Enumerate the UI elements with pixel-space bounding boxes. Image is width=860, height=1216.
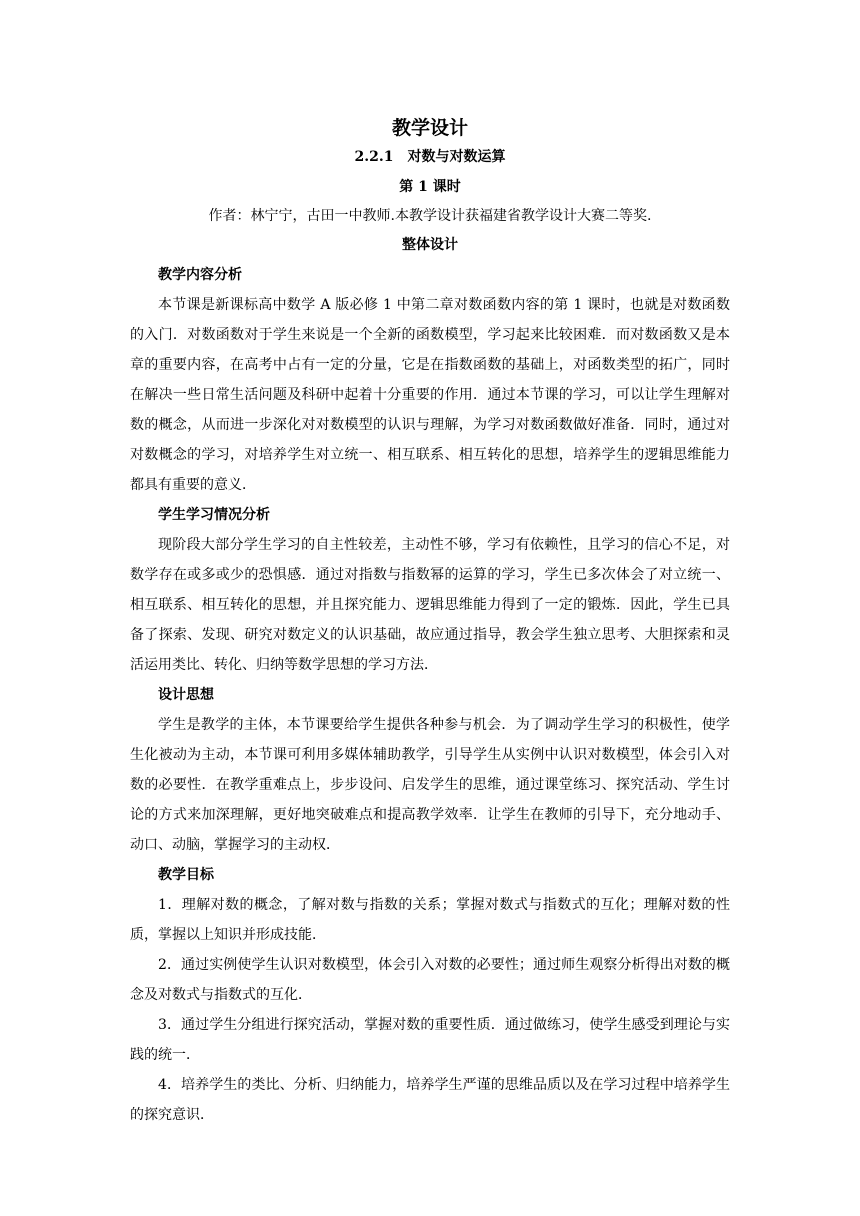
section-heading-content-analysis: 教学内容分析 bbox=[158, 267, 242, 283]
section-paragraph-design-idea: 学生是教学的主体，本节课要给学生提供各种参与机会．为了调动学生学习的积极性，使学生化被动为主动，本节课可利用多媒体辅助教学，引导学生从实例中认识对数模型，体会引入对数的必要性．在教学重难点上，步步设问、启发学生的思维，通过课堂练习、探究活动、学生讨论的方式来加深理解，更好地突破难点和提高教学效率．让学生在教师的引导下，充分地动手、动口、动脑，掌握学习的主动权． bbox=[130, 717, 730, 853]
period-label: 第 1 课时 bbox=[399, 179, 461, 195]
section-heading-student-analysis: 学生学习情况分析 bbox=[158, 507, 270, 523]
author-line: 作者：林宁宁，古田一中教师.本教学设计获福建省教学设计大赛二等奖. bbox=[208, 208, 652, 224]
lesson-title: 2.2.1 对数与对数运算 bbox=[354, 149, 506, 165]
section-heading-design-idea: 设计思想 bbox=[158, 687, 214, 703]
goal-item: 2．通过实例使学生认识对数模型，体会引入对数的必要性；通过师生观察分析得出对数的概念及对数式与指数式的互化． bbox=[130, 957, 730, 1003]
document-page bbox=[130, 114, 730, 1130]
goal-item: 3．通过学生分组进行探究活动，掌握对数的重要性质．通过做练习，使学生感受到理论与实践的统一． bbox=[130, 1017, 730, 1063]
overall-design-heading: 整体设计 bbox=[402, 237, 458, 253]
section-paragraph-content-analysis: 本节课是新课标高中数学 A 版必修 1 中第二章对数函数内容的第 1 课时，也就是对数函数的入门．对数函数对于学生来说是一个全新的函数模型，学习起来比较困难．而对数函数又是本章的重要内容，在高考中占有一定的分量，它是在指数函数的基础上，对函数类型的拓广，同时在解决一些日常生活问题及科研中起着十分重要的作用．通过本节课的学习，可以让学生理解对数的概念，从而进一步深化对对数模型的认识与理解，为学习对数函数做好准备．同时，通过对对数概念的学习，对培养学生对立统一、相互联系、相互转化的思想，培养学生的逻辑思维能力都具有重要的意义． bbox=[130, 297, 730, 493]
section-heading-teaching-goals: 教学目标 bbox=[158, 867, 214, 883]
teaching-goals-list bbox=[130, 890, 730, 1130]
goal-item: 4．培养学生的类比、分析、归纳能力，培养学生严谨的思维品质以及在学习过程中培养学生的探究意识． bbox=[130, 1077, 730, 1123]
goal-item: 1．理解对数的概念，了解对数与指数的关系；掌握对数式与指数式的互化；理解对数的性质，掌握以上知识并形成技能． bbox=[130, 897, 730, 943]
document-title: 教学设计 bbox=[391, 117, 468, 139]
section-paragraph-student-analysis: 现阶段大部分学生学习的自主性较差，主动性不够，学习有依赖性，且学习的信心不足，对数学存在或多或少的恐惧感．通过对指数与指数幂的运算的学习，学生已多次体会了对立统一、相互联系、相互转化的思想，并且探究能力、逻辑思维能力得到了一定的锻炼．因此，学生已具备了探索、发现、研究对数定义的认识基础，故应通过指导，教会学生独立思考、大胆探索和灵活运用类比、转化、归纳等数学思想的学习方法． bbox=[130, 537, 730, 673]
